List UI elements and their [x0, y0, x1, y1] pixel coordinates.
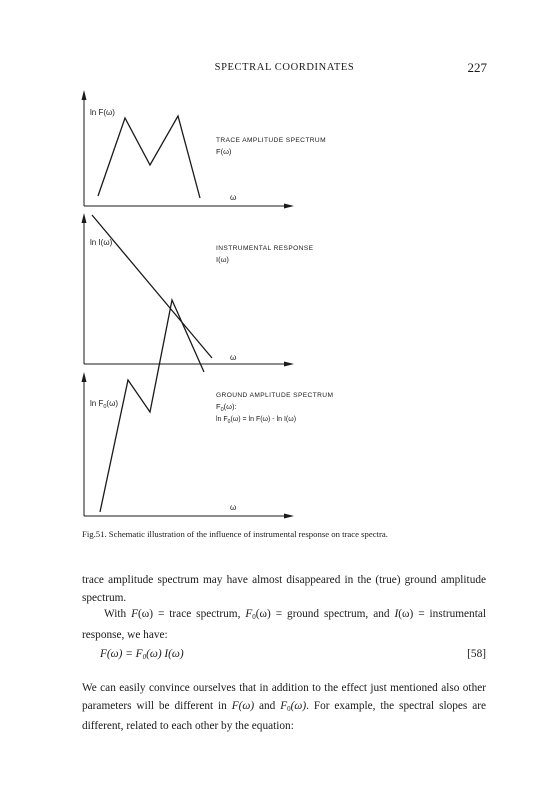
- paragraph-1: trace amplitude spectrum may have almost disappeared in the (true) ground amplitude spectrum.: [82, 574, 486, 604]
- panel2-title: INSTRUMENTAL RESPONSE: [216, 245, 314, 252]
- equation-number: [58]: [467, 648, 486, 660]
- panel3-y-arrowhead: [82, 372, 87, 382]
- panel3-ylabel: $\ln F_0(\omega)$: [90, 399, 118, 410]
- panel2-x-arrowhead: [284, 362, 294, 367]
- panel1-ylabel: ln F(ω): [90, 108, 115, 117]
- page-number: 227: [467, 60, 487, 75]
- panel1-x-arrowhead: [284, 204, 294, 209]
- panel3-title: GROUND AMPLITUDE SPECTRUM: [216, 392, 334, 399]
- panel1-title: TRACE AMPLITUDE SPECTRUM: [216, 137, 326, 144]
- running-head: SPECTRAL COORDINATES: [214, 62, 355, 73]
- page-header: [82, 60, 487, 78]
- paragraph-2: With F(ω) = trace spectrum, $F_0(\omega)$ = ground spectrum, and I(ω) = instrumental response, we have:: [82, 608, 487, 641]
- figure-caption: Fig.51. Schematic illustration of the influence of instrumental response on trace spectra.: [82, 529, 388, 539]
- panel2-subtitle: I(ω): [216, 255, 229, 264]
- panel2-xlabel: ω: [230, 353, 237, 362]
- panel3-equation-line: $\ln F_0(\omega) = \ln F(\omega) - \ln I(\omega)$: [216, 416, 297, 425]
- panel1-trace-spectrum-curve: [98, 116, 200, 198]
- panel2-y-arrowhead: [82, 213, 87, 223]
- equation-58: [82, 648, 486, 668]
- figure-svg: [0, 88, 555, 528]
- panel2-ylabel: ln I(ω): [90, 238, 113, 247]
- panel1-xlabel: ω: [230, 193, 237, 202]
- panel1-y-arrowhead: [82, 90, 87, 100]
- paragraph-3: We can easily convince ourselves that in addition to the effect just mentioned also other parameters will be different in F(ω) and $F_0(\omega)$. For example, the spectral slopes are different, related to each other by the equation:: [82, 682, 486, 732]
- equation-body: $F(\omega) = F_0(\omega)$ I(ω): [100, 648, 184, 661]
- panel3-xlabel: ω: [230, 503, 237, 512]
- panel3-definition-line: $F_0(\omega)$:: [216, 402, 237, 413]
- panel3-x-arrowhead: [284, 514, 294, 519]
- panel1-subtitle: F(ω): [216, 147, 232, 156]
- panel2-instrument-response-line: [92, 215, 212, 358]
- figure-51: [0, 88, 555, 528]
